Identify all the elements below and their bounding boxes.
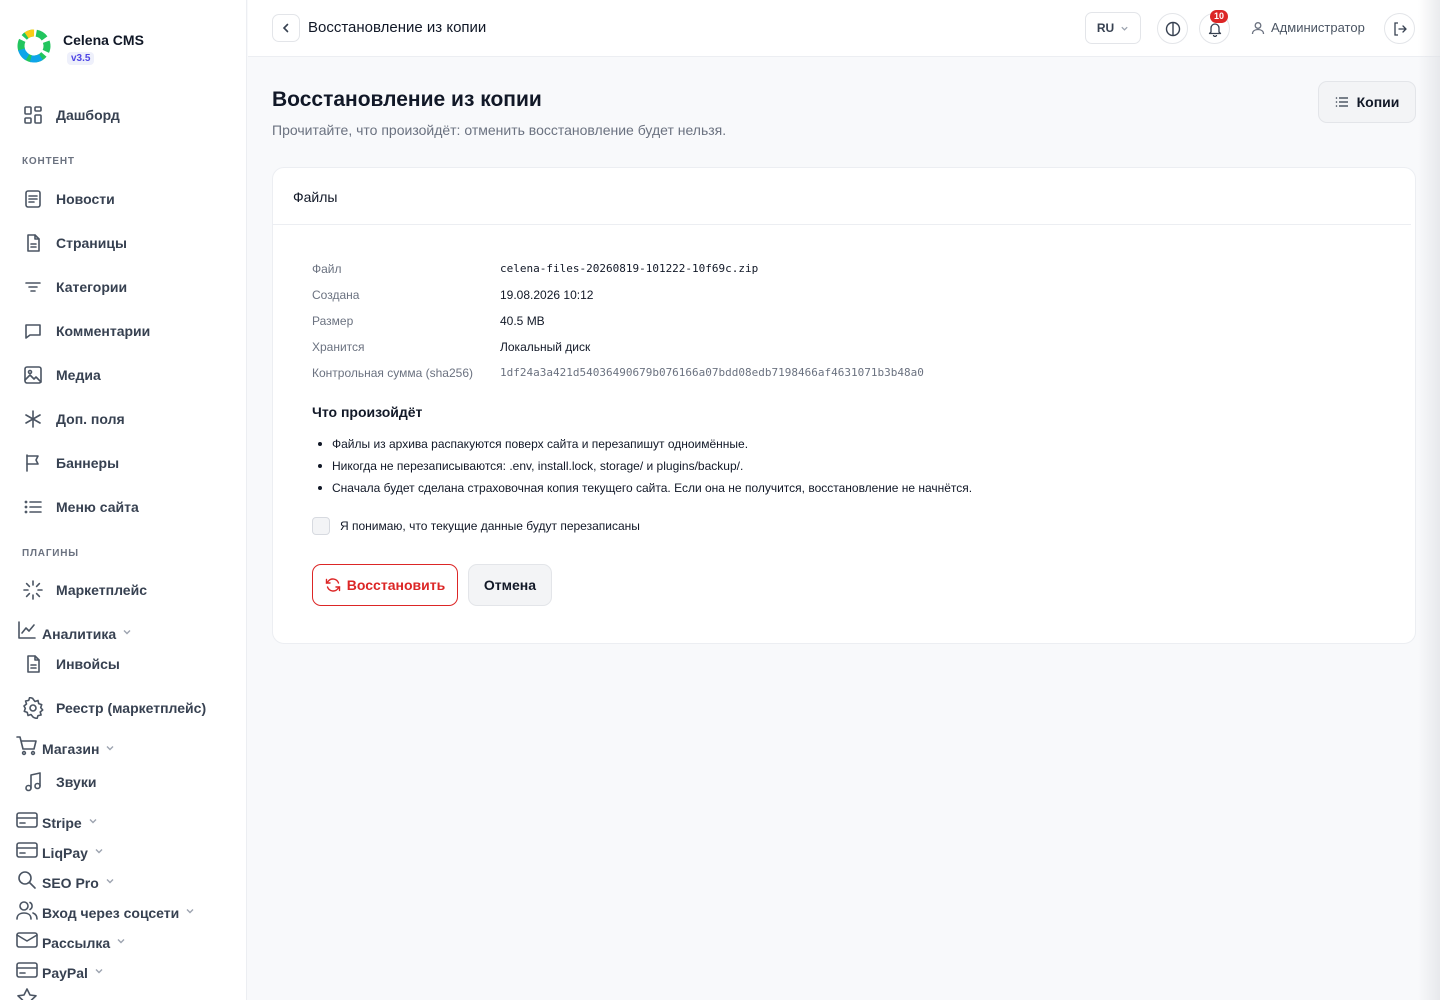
list-item: Сначала будет сделана страховочная копия текущего сайта. Если она не получится, восстановление не начнётся. (312, 480, 972, 502)
comment-icon (22, 320, 44, 342)
meta-value: 40.5 MB (500, 314, 545, 328)
language-select[interactable] (1085, 12, 1141, 44)
restore-button[interactable] (312, 564, 458, 606)
sidebar-item-label: Новости (56, 191, 115, 207)
copies-button[interactable] (1318, 81, 1416, 123)
page-subtitle: Прочитайте, что произойдёт: отменить восстановление будет нельзя. (272, 122, 727, 138)
topbar-title: Восстановление из копии (308, 19, 487, 36)
card-icon (16, 809, 38, 831)
notifications-badge: 10 (1210, 10, 1228, 23)
gear-icon (22, 697, 44, 719)
logo-icon (16, 28, 52, 64)
mail-icon (16, 929, 38, 951)
meta-row-checksum (312, 366, 924, 380)
list-icon (1335, 95, 1349, 109)
chevron-down-icon (105, 740, 115, 756)
section-heading: Что произойдёт (312, 404, 423, 420)
users-icon (16, 899, 38, 921)
theme-toggle-button[interactable] (1157, 13, 1188, 44)
section-label-plugins: ПЛАГИНЫ (22, 548, 79, 559)
sidebar-item-label: Доп. поля (56, 411, 125, 427)
cancel-button-label: Отмена (483, 577, 537, 593)
meta-value: celena-files-20260819-101222-10f69c.zip (500, 262, 759, 275)
chevron-down-icon (88, 813, 98, 829)
list-item: Файлы из архива распакуются поверх сайта и перезапишут одноимённые. (312, 436, 972, 458)
sidebar-item-social-login[interactable] (16, 898, 195, 922)
brand-name: Celena CMS (63, 32, 144, 48)
news-icon (22, 188, 44, 210)
sidebar-item-label: Меню сайта (56, 499, 139, 515)
asterisk-icon (22, 408, 44, 430)
sidebar-item-label: Баннеры (56, 455, 120, 471)
sidebar-item-analytics[interactable] (16, 618, 132, 642)
sidebar-item-label: PayPal (42, 964, 88, 981)
card-icon (16, 839, 38, 861)
flag-icon (22, 452, 44, 474)
page-icon (22, 232, 44, 254)
meta-label: Хранится (312, 340, 365, 354)
meta-row-storage (312, 340, 590, 354)
chevron-down-icon (122, 624, 132, 640)
star-icon (16, 987, 38, 1000)
sidebar-item-media[interactable] (22, 363, 101, 387)
sidebar-item-label: Маркетплейс (56, 582, 147, 598)
search-icon (16, 869, 38, 891)
back-button[interactable] (272, 14, 300, 42)
sidebar-item-banners[interactable] (22, 451, 119, 475)
sidebar-item-label: Звуки (56, 774, 97, 790)
filter-icon (22, 276, 44, 298)
sidebar-item-label: Медиа (56, 367, 101, 383)
sidebar-item-paypal[interactable] (16, 958, 104, 982)
meta-value: 1df24a3a421d54036490679b076166a07bdd08edb7198466af4631071b3b48a0 (500, 366, 924, 379)
chevron-down-icon (94, 843, 104, 859)
restore-button-label: Восстановить (346, 577, 446, 593)
meta-value: 19.08.2026 10:12 (500, 288, 594, 302)
meta-row-created (312, 288, 593, 302)
chevron-down-icon (94, 963, 104, 979)
meta-row-size (312, 314, 545, 328)
sidebar-item-label: Рассылка (42, 934, 111, 951)
sidebar-item-cut-off[interactable] (16, 986, 42, 1000)
chart-icon (16, 619, 38, 641)
sidebar-item-label: Stripe (42, 814, 82, 831)
image-icon (22, 364, 44, 386)
sidebar-item-label: Дашборд (56, 107, 120, 123)
list-item: Никогда не перезаписываются: .env, install.lock, storage/ и plugins/backup/. (312, 458, 972, 480)
agree-checkbox[interactable] (312, 517, 330, 535)
sidebar-item-label: Аналитика (42, 625, 117, 642)
list-icon (22, 496, 44, 518)
scroll-edge-shadow (1418, 0, 1440, 1000)
agree-checkbox-row[interactable] (312, 517, 640, 535)
user-name: Администратор (1271, 20, 1365, 35)
card-icon (16, 959, 38, 981)
meta-row-file (312, 262, 758, 276)
user-icon (1251, 21, 1265, 35)
dashboard-icon (22, 104, 44, 126)
sidebar-item-label: Категории (56, 279, 128, 295)
agree-label: Я понимаю, что текущие данные будут перезаписаны (340, 519, 640, 533)
logout-button[interactable] (1384, 13, 1415, 44)
version-badge: v3.5 (67, 52, 94, 65)
sidebar-item-categories[interactable] (22, 275, 127, 299)
sidebar-item-label: Реестр (маркетплейс) (56, 700, 207, 716)
meta-label: Файл (312, 262, 342, 276)
sidebar-item-label: Магазин (42, 741, 100, 757)
sidebar-item-site-menu[interactable] (22, 495, 139, 519)
chevron-down-icon (1120, 24, 1129, 33)
sidebar-item-label: Страницы (56, 235, 127, 251)
meta-label: Создана (312, 288, 360, 302)
meta-label: Контрольная сумма (sha256) (312, 366, 473, 380)
cancel-button[interactable] (468, 564, 552, 606)
language-value: RU (1096, 21, 1115, 35)
consequences-list (312, 436, 972, 502)
chevron-down-icon (116, 933, 126, 949)
loader-icon (22, 579, 44, 601)
cart-icon (16, 735, 38, 757)
chevron-down-icon (105, 873, 115, 889)
sidebar-item-label: Комментарии (56, 323, 151, 339)
sidebar-item-label: Вход через соцсети (42, 904, 180, 921)
refresh-icon (325, 577, 341, 593)
sidebar-item-mailing[interactable] (16, 928, 126, 952)
sidebar-item-news[interactable] (22, 187, 115, 211)
sidebar (0, 0, 247, 1000)
logout-icon (1392, 21, 1408, 37)
sidebar-item-label: SEO Pro (42, 874, 99, 891)
sidebar-item-shop[interactable] (16, 734, 115, 758)
sidebar-item-stripe[interactable] (16, 808, 98, 832)
page-title: Восстановление из копии (272, 88, 542, 111)
topbar (248, 0, 1440, 57)
sidebar-item-marketplace[interactable] (22, 578, 147, 602)
sidebar-item-comments[interactable] (22, 319, 150, 343)
card-title: Файлы (273, 168, 1411, 225)
sidebar-item-label: Инвойсы (56, 656, 120, 672)
restore-card (272, 167, 1416, 644)
sidebar-item-fields[interactable] (22, 407, 125, 431)
sidebar-item-pages[interactable] (22, 231, 127, 255)
chevron-down-icon (185, 903, 195, 919)
sidebar-item-dashboard[interactable] (22, 103, 120, 127)
section-label-content: КОНТЕНТ (22, 156, 75, 167)
music-icon (22, 771, 44, 793)
contrast-icon (1165, 21, 1181, 37)
invoice-icon (22, 653, 44, 675)
brand[interactable] (16, 28, 144, 66)
chevron-left-icon (280, 22, 292, 34)
sidebar-item-invoices[interactable] (22, 652, 120, 676)
sidebar-item-liqpay[interactable] (16, 838, 104, 862)
user-menu[interactable] (1251, 20, 1365, 35)
sidebar-item-seo-pro[interactable] (16, 868, 115, 892)
sidebar-item-sounds[interactable] (22, 770, 96, 794)
meta-label: Размер (312, 314, 354, 328)
sidebar-item-registry[interactable] (22, 696, 206, 720)
meta-value: Локальный диск (500, 340, 591, 354)
copies-button-label: Копии (1356, 94, 1400, 110)
sidebar-item-label: LiqPay (42, 844, 88, 861)
